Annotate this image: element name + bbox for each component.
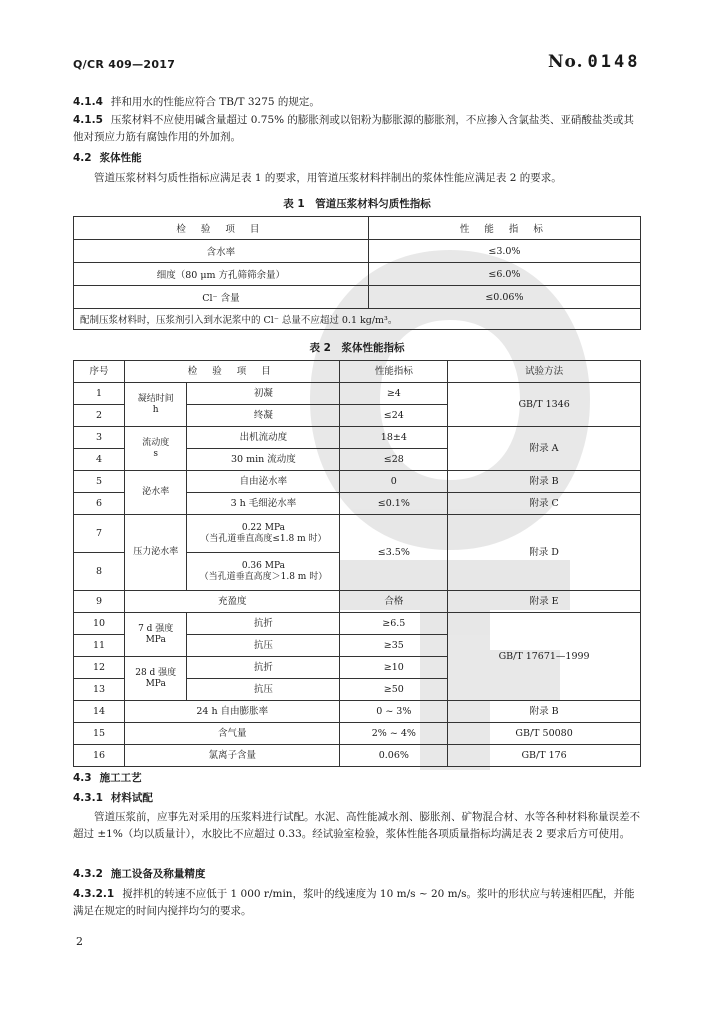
cell-no: 5	[74, 471, 125, 493]
cell-no: 16	[74, 745, 125, 767]
table-row	[74, 427, 641, 449]
table-header-row	[74, 361, 641, 383]
table2-caption: 表 2 浆体性能指标	[309, 342, 405, 354]
header-index: 性 能 指 标	[368, 217, 640, 240]
clause-text: 拌和用水的性能应符合 TB/T 3275 的规定。	[110, 96, 320, 108]
group-pressure-bleeding: 压力泌水率	[125, 515, 187, 591]
cell-value: 18±4	[340, 427, 448, 449]
cell-no: 6	[74, 493, 125, 515]
cell-item: 初凝	[187, 383, 340, 405]
section-4-3-1-heading	[73, 790, 641, 807]
header-method: 试验方法	[448, 361, 641, 383]
cell-no: 7	[74, 515, 125, 553]
cell-value: ≤28	[340, 449, 448, 471]
table2-slurry-performance	[73, 360, 641, 767]
section-number: 4.3	[73, 772, 92, 784]
clause-4-1-4	[73, 94, 641, 111]
table-row	[74, 240, 641, 263]
cell-no: 13	[74, 679, 125, 701]
cell-value: ≥50	[340, 679, 448, 701]
cell-value: 0.06%	[340, 745, 448, 767]
cell-item: 抗压	[187, 635, 340, 657]
section-number: 4.3.2	[73, 868, 103, 880]
section-title: 施工工艺	[99, 772, 142, 784]
cell-no: 11	[74, 635, 125, 657]
cell-item: 0.36 MPa （当孔道垂直高度＞1.8 m 时）	[187, 553, 340, 591]
clause-number: 4.1.5	[73, 114, 103, 126]
clause-number: 4.1.4	[73, 96, 103, 108]
cell-no: 12	[74, 657, 125, 679]
cell-no: 8	[74, 553, 125, 591]
section-title: 施工设备及称量精度	[110, 868, 206, 880]
cell-method: 附录 A	[448, 427, 641, 471]
cell-value: 0	[340, 471, 448, 493]
cell-item: 抗折	[187, 657, 340, 679]
cell-value: 0 ~ 3%	[340, 701, 448, 723]
cell-value: ≥35	[340, 635, 448, 657]
cell-method: 附录 E	[448, 591, 641, 613]
section-4-3-2-heading	[73, 866, 641, 883]
section-title: 材料试配	[110, 792, 153, 804]
cell-method: 附录 B	[448, 701, 641, 723]
cell-item: 氯离子含量	[125, 745, 340, 767]
cell-method: 附录 C	[448, 493, 641, 515]
table-row	[74, 471, 641, 493]
cell-no: 3	[74, 427, 125, 449]
table-header-row	[74, 217, 641, 240]
section-4-2-heading	[73, 150, 641, 167]
cell-item: 3 h 毛细泌水率	[187, 493, 340, 515]
cell-item: 终凝	[187, 405, 340, 427]
section-4-3-1-body: 管道压浆前，应事先对采用的压浆料进行试配。水泥、高性能减水剂、膨胀剂、矿物混合材、水等各种材料称量误差不超过 ±1%（均以质量计），水胶比不应超过 0.33。经试验室检验，浆体性能各项质量指标均满足表 2 要求后方可使用。	[73, 811, 640, 840]
cell-method: 附录 D	[448, 515, 641, 591]
cell-item: 细度（80 μm 方孔筛筛余量）	[74, 263, 369, 286]
cell-value: ≥6.5	[340, 613, 448, 635]
clause-text: 压浆材料不应使用碱含量超过 0.75% 的膨胀剂或以铝粉为膨胀源的膨胀剂，不应掺入含氯盐类、亚硝酸盐类或其他对预应力筋有腐蚀作用的外加剂。	[73, 114, 634, 143]
table-note-row	[74, 309, 641, 330]
header-item: 检 验 项 目	[125, 361, 340, 383]
cell-value: ≥10	[340, 657, 448, 679]
table-row	[74, 591, 641, 613]
section-number: 4.3.1	[73, 792, 103, 804]
table-row	[74, 745, 641, 767]
table-row	[74, 723, 641, 745]
table-row	[74, 515, 641, 553]
cell-item: 充盈度	[125, 591, 340, 613]
cell-no: 9	[74, 591, 125, 613]
group-flow: 流动度 s	[125, 427, 187, 471]
cell-no: 14	[74, 701, 125, 723]
clause-text: 搅拌机的转速不应低于 1 000 r/min，浆叶的线速度为 10 m/s ~ 20 m/s。浆叶的形状应与转速相匹配，并能满足在规定的时间内搅拌均匀的要求。	[73, 888, 635, 917]
cell-method: GB/T 17671—1999	[448, 613, 641, 701]
cell-item: 含水率	[74, 240, 369, 263]
table-row	[74, 613, 641, 635]
cell-value: 合格	[340, 591, 448, 613]
header-no: 序号	[74, 361, 125, 383]
cell-item: 抗折	[187, 613, 340, 635]
cell-value: ≥4	[340, 383, 448, 405]
table1-caption: 表 1 管道压浆材料匀质性指标	[283, 198, 431, 210]
cell-no: 4	[74, 449, 125, 471]
group-7d-strength: 7 d 强度 MPa	[125, 613, 187, 657]
table1-homogeneity	[73, 216, 641, 330]
cell-method: 附录 B	[448, 471, 641, 493]
section-4-2-body: 管道压浆材料匀质性指标应满足表 1 的要求，用管道压浆材料拌制出的浆体性能应满足表 2 的要求。	[94, 172, 562, 184]
cell-value: ≤0.1%	[340, 493, 448, 515]
section-4-3-heading	[73, 770, 641, 787]
cell-no: 10	[74, 613, 125, 635]
cell-item: 抗压	[187, 679, 340, 701]
header-item: 检 验 项 目	[74, 217, 369, 240]
table-row	[74, 383, 641, 405]
cell-no: 1	[74, 383, 125, 405]
cell-item: 24 h 自由膨胀率	[125, 701, 340, 723]
cell-value: ≤3.5%	[340, 515, 448, 591]
cell-no: 15	[74, 723, 125, 745]
cell-item: 出机流动度	[187, 427, 340, 449]
header-index: 性能指标	[340, 361, 448, 383]
cell-item: 0.22 MPa （当孔道垂直高度≤1.8 m 时）	[187, 515, 340, 553]
group-bleeding: 泌水率	[125, 471, 187, 515]
cell-value: ≤3.0%	[368, 240, 640, 263]
serial-prefix: No.	[548, 52, 584, 72]
clause-4-3-2-1	[73, 886, 641, 920]
serial-number: 0148	[587, 52, 641, 72]
cell-value: ≤6.0%	[368, 263, 640, 286]
page-number: 2	[76, 935, 83, 948]
table-row	[74, 701, 641, 723]
cell-value: ≤24	[340, 405, 448, 427]
document-serial	[548, 52, 640, 72]
group-setting-time: 凝结时间 h	[125, 383, 187, 427]
standard-code: Q/CR 409—2017	[73, 58, 176, 71]
table-row	[74, 263, 641, 286]
table-row	[74, 286, 641, 309]
section-title: 浆体性能	[99, 152, 142, 164]
cell-method: GB/T 1346	[448, 383, 641, 427]
cell-no: 2	[74, 405, 125, 427]
section-number: 4.2	[73, 152, 92, 164]
cell-value: ≤0.06%	[368, 286, 640, 309]
table-note: 配制压浆材料时，压浆剂引入到水泥浆中的 Cl⁻ 总量不应超过 0.1 kg/m³。	[74, 309, 641, 330]
cell-method: GB/T 50080	[448, 723, 641, 745]
group-28d-strength: 28 d 强度 MPa	[125, 657, 187, 701]
cell-item: 含气量	[125, 723, 340, 745]
cell-item: 自由泌水率	[187, 471, 340, 493]
cell-method: GB/T 176	[448, 745, 641, 767]
clause-4-1-5	[73, 112, 641, 146]
clause-number: 4.3.2.1	[73, 888, 115, 900]
cell-item: 30 min 流动度	[187, 449, 340, 471]
cell-item: Cl⁻ 含量	[74, 286, 369, 309]
cell-value: 2% ~ 4%	[340, 723, 448, 745]
